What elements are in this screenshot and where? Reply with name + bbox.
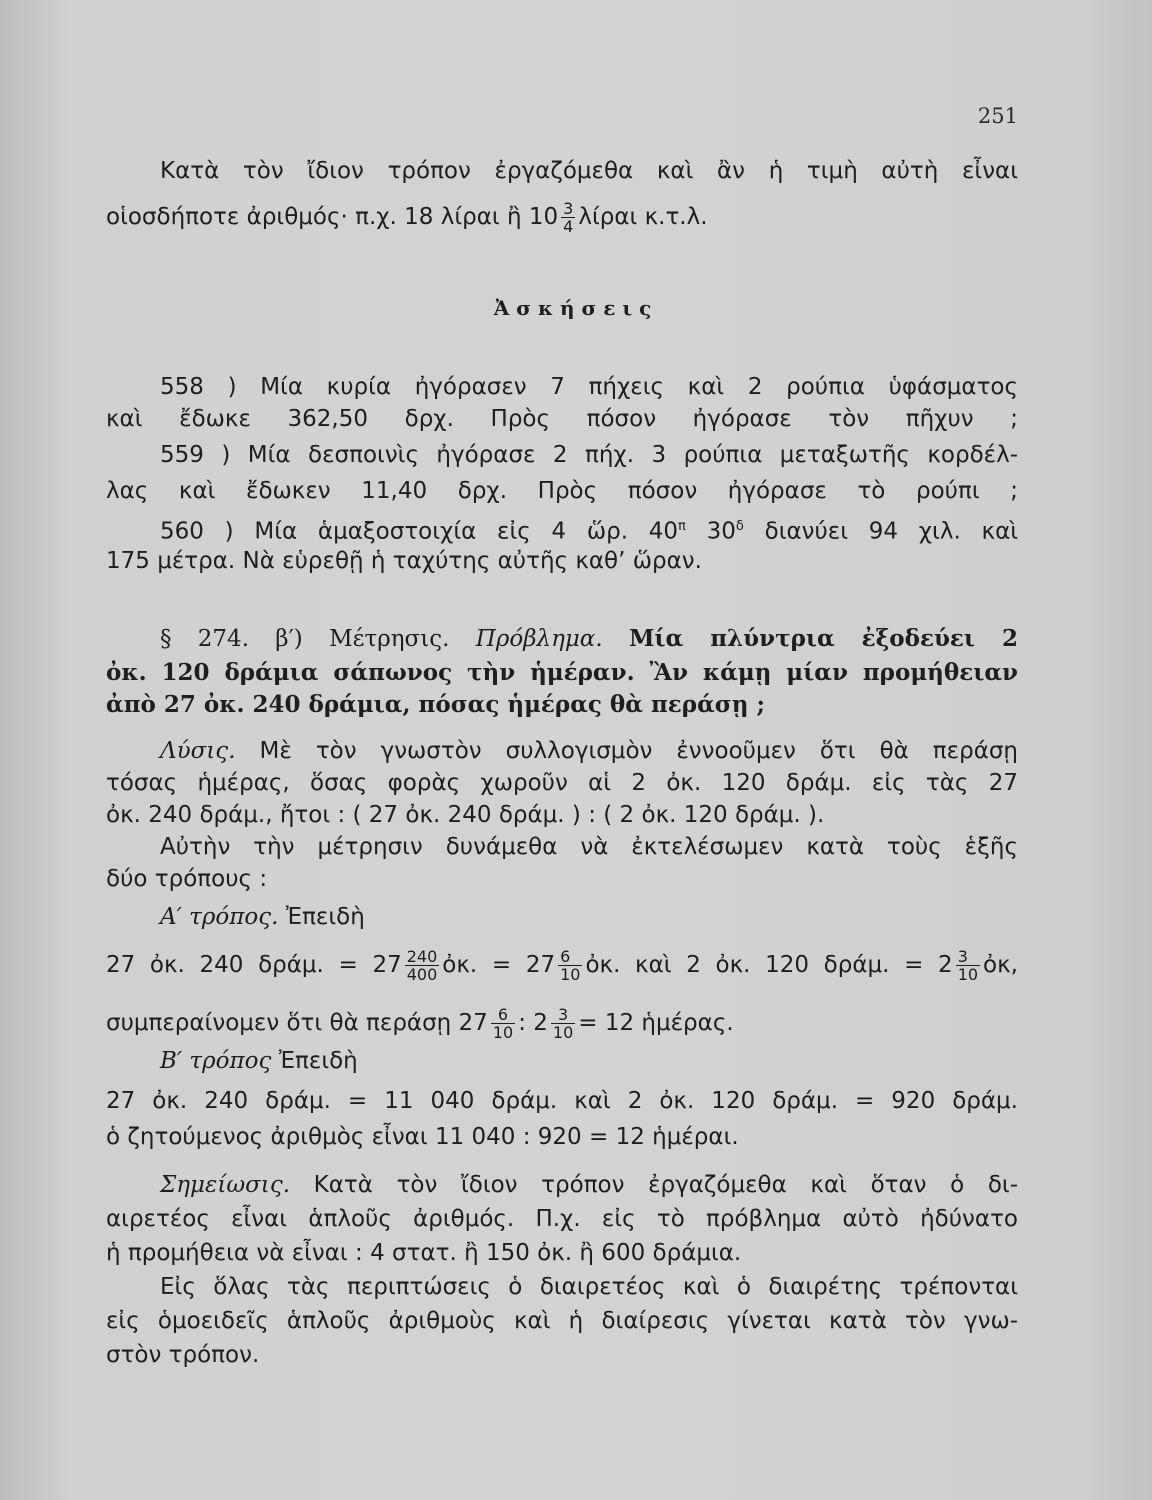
exercise-560-text-b: 30 <box>706 518 736 545</box>
eq-part-d: ὀκ, <box>983 952 1018 978</box>
solution-line-2: τόσας ἡμέρας, ὅσας φορὰς χωροῦν αἱ 2 ὀκ. 120 δράμ. εἰς τὰς 27 <box>106 770 1018 796</box>
exercise-560-text-a: 560 ) Μία ἁμαξοστοιχία εἰς 4 ὥρ. 40 <box>160 518 679 545</box>
final-line-2: εἰς ὁμοειδεῖς ἁπλοῦς ἀριθμοὺς καὶ ἡ διαίρεσις γίνεται κατὰ τὸν γνω- <box>106 1308 1018 1334</box>
method-a-label: Α′ τρόπος. <box>160 904 279 930</box>
exercise-560-line-2: 175 μέτρα. Νὰ εὑρεθῇ ἡ ταχύτης αὐτῆς καθ’ ὥραν. <box>106 548 702 574</box>
exercise-560-text-c: διανύει 94 χιλ. καὶ <box>764 518 1019 545</box>
problem-label: Πρόβλημα. <box>475 626 603 652</box>
method-b-line-2: ὁ ζητούμενος ἀριθμὸς εἶναι 11 040 : 920 = 12 ἡμέραι. <box>106 1124 739 1150</box>
section-274-title: § 274. β′) Μέτρησις. <box>160 626 450 652</box>
final-line-1: Εἰς ὅλας τὰς περιπτώσεις ὁ διαιρετέος καὶ ὁ διαιρέτης τρέπονται <box>160 1274 1018 1300</box>
note-line-2: αιρετέος εἶναι ἁπλοῦς ἀριθμός. Π.χ. εἰς τὸ πρόβλημα αὐτὸ ἠδύνατο <box>106 1206 1018 1232</box>
note-line-1 <box>160 1170 1018 1200</box>
page-number: 251 <box>977 104 1018 128</box>
note-label: Σημείωσις. <box>160 1172 291 1198</box>
exercise-559-line-1: 559 ) Μία δεσποινὶς ἠγόρασε 2 πήχ. 3 ρούπια μεταξωτῆς κορδέλ- <box>160 442 1018 468</box>
final-line-3: στὸν τρόπον. <box>106 1342 260 1368</box>
fraction: $\frac{3}{10}$ <box>552 1005 574 1042</box>
conclusion-part-c: = 12 ἡμέρας. <box>578 1010 734 1036</box>
exercises-heading: Ἀσκήσεις <box>493 296 659 320</box>
section-274-line-3: ἀπὸ 27 ὀκ. 240 δράμια, πόσας ἡμέρας θὰ περάσῃ ; <box>106 691 765 718</box>
note-line-3: ἡ προμήθεια νὰ εἶναι : 4 στατ. ἢ 150 ὀκ. ἢ 600 δράμια. <box>106 1240 742 1266</box>
method-b-line-1: 27 ὀκ. 240 δράμ. = 11 040 δράμ. καὶ 2 ὀκ. 120 δράμ. = 920 δράμ. <box>106 1088 1018 1114</box>
section-274-line-1 <box>160 624 1018 654</box>
eq-part-c: ὀκ. καὶ 2 ὀκ. 120 δράμ. = 2 <box>585 952 953 978</box>
fraction: $\frac{240}{400}$ <box>406 947 438 984</box>
section-274-line-2: ὀκ. 120 δράμια σάπωνος τὴν ἡμέραν. Ἂν κάμῃ μίαν προμήθειαν <box>106 659 1018 686</box>
exercise-560-line-1 <box>160 512 1018 547</box>
solution-line-4: Αὐτὴν τὴν μέτρησιν δυνάμεθα νὰ ἐκτελέσωμεν κατὰ τοὺς ἑξῆς <box>160 834 1018 860</box>
solution-line-1 <box>160 736 1018 766</box>
exercise-559-line-2: λας καὶ ἔδωκεν 11,40 δρχ. Πρὸς πόσον ἠγόρασε τὸ ρούπι ; <box>106 478 1018 504</box>
method-a-text: Ἐπειδὴ <box>285 904 365 930</box>
method-b-label: Β′ τρόπος <box>160 1048 272 1074</box>
fraction: $\frac{6}{10}$ <box>560 947 581 984</box>
conclusion-part-a: συμπεραίνομεν ὅτι θὰ περάσῃ 27 <box>106 1010 488 1036</box>
solution-line-3: ὀκ. 240 δράμ., ἤτοι : ( 27 ὀκ. 240 δράμ. ) : ( 2 ὀκ. 120 δράμ. ). <box>106 802 825 828</box>
minutes-superscript: π <box>678 519 686 534</box>
solution-text-1: Μὲ τὸν γνωστὸν συλλογισμὸν ἐννοοῦμεν ὅτι θὰ περάσῃ <box>259 738 1019 764</box>
intro-line-2-end: λίραι κ.τ.λ. <box>578 204 708 230</box>
exercise-558-line-1: 558 ) Μία κυρία ἠγόρασεν 7 πήχεις καὶ 2 ρούπια ὑφάσματος <box>160 374 1018 400</box>
seconds-superscript: δ <box>735 519 744 534</box>
method-b-text: Ἐπειδὴ <box>278 1048 358 1074</box>
method-b-label-line <box>160 1046 1018 1076</box>
eq-part-a: 27 ὀκ. 240 δράμ. = 27 <box>106 952 402 978</box>
intro-line-2-text: οἱοσδήποτε ἀριθμός· π.χ. 18 λίραι ἢ 10 <box>106 204 559 230</box>
problem-text-start: Μία πλύντρια ἐξοδεύει 2 <box>628 625 1018 652</box>
exercise-558-line-2: καὶ ἔδωκε 362,50 δρχ. Πρὸς πόσον ἠγόρασε τὸν πῆχυν ; <box>106 406 1018 432</box>
method-a-label-line <box>160 902 1018 932</box>
eq-part-b: ὀκ. = 27 <box>442 952 556 978</box>
fraction: $\frac{3}{4}$ <box>563 199 574 236</box>
fraction: $\frac{3}{10}$ <box>957 947 979 984</box>
intro-line-2 <box>106 200 1018 235</box>
method-a-equation <box>106 948 1018 983</box>
fraction: $\frac{6}{10}$ <box>492 1005 514 1042</box>
solution-line-5: δύο τρόπους : <box>106 866 268 892</box>
conclusion-part-b: : 2 <box>518 1010 548 1036</box>
method-a-conclusion <box>106 1006 1018 1041</box>
solution-label: Λύσις. <box>160 738 236 764</box>
note-text-1: Κατὰ τὸν ἴδιον τρόπον ἐργαζόμεθα καὶ ὅταν ὁ δι- <box>313 1172 1019 1198</box>
intro-line-1: Κατὰ τὸν ἴδιον τρόπον ἐργαζόμεθα καὶ ἂν ἡ τιμὴ αὐτὴ εἶναι <box>160 158 1018 184</box>
